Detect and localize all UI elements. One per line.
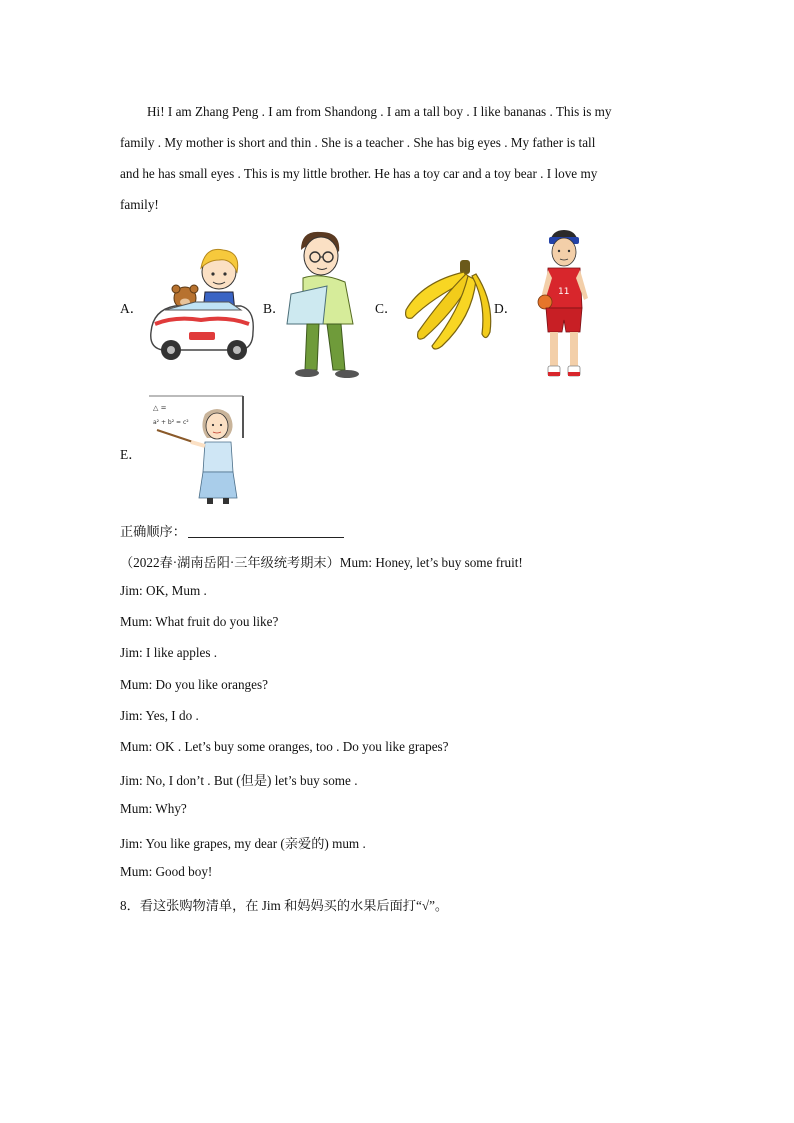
dialogue-line: Jim: I like apples . [120, 645, 218, 660]
passage-line: family . My mother is short and thin . She is a teacher . She has big eyes . My father is tall [120, 135, 596, 150]
source-tag: （2022春·湖南岳阳·三年级统考期末） [120, 555, 340, 570]
option-b-label: B． [263, 301, 286, 316]
option-a-label: A． [120, 301, 144, 316]
dialogue-line: Mum: Honey, let’s buy some fruit! [339, 555, 523, 570]
passage-line: Hi! I am Zhang Peng . I am from Shandong . I am a tall boy . I like bananas . This is my [147, 104, 612, 119]
teacher-image [147, 394, 247, 506]
dialogue-line: Mum: OK . Let’s buy some oranges, too . Do you like grapes? [120, 739, 449, 754]
jersey-number: 11 [558, 287, 570, 297]
option-e-label: E． [120, 447, 142, 462]
blackboard-line-1: △ = [153, 404, 167, 412]
dialogue-line: Mum: Do you like oranges? [120, 677, 268, 692]
reading-passage [120, 96, 680, 220]
passage-line: family! [120, 197, 159, 212]
order-prompt-label: 正确顺序： [120, 524, 186, 539]
dialogue-line: Jim: OK, Mum . [120, 583, 207, 598]
option-c-label: C． [375, 301, 398, 316]
dialogue-line: Mum: Good boy! [120, 864, 213, 879]
man-reading-image [283, 228, 367, 380]
dialogue-line-first [120, 552, 523, 571]
dialogue-line: Mum: Why? [120, 801, 187, 816]
boy-in-toy-car-image [145, 240, 257, 362]
dialogue-line: Jim: You like grapes, my dear (亲爱的) mum . [120, 836, 366, 851]
basketball-player-image [536, 228, 592, 380]
passage-line: and he has small eyes . This is my little brother. He has a toy car and a toy bear . I love my [120, 166, 598, 181]
dialogue-line: Jim: Yes, I do . [120, 708, 199, 723]
question-8: 8．看这张购物清单，在 Jim 和妈妈买的水果后面打“√”。 [120, 898, 449, 913]
answer-blank[interactable] [188, 523, 344, 538]
option-d-label: D． [494, 301, 518, 316]
dialogue-line: Jim: No, I don’t . But (但是) let’s buy some . [120, 773, 358, 788]
blackboard-line-2: a² + b² = c² [153, 419, 189, 426]
dialogue-line: Mum: What fruit do you like? [120, 614, 279, 629]
order-prompt-line [120, 521, 344, 540]
bananas-image [402, 258, 494, 352]
